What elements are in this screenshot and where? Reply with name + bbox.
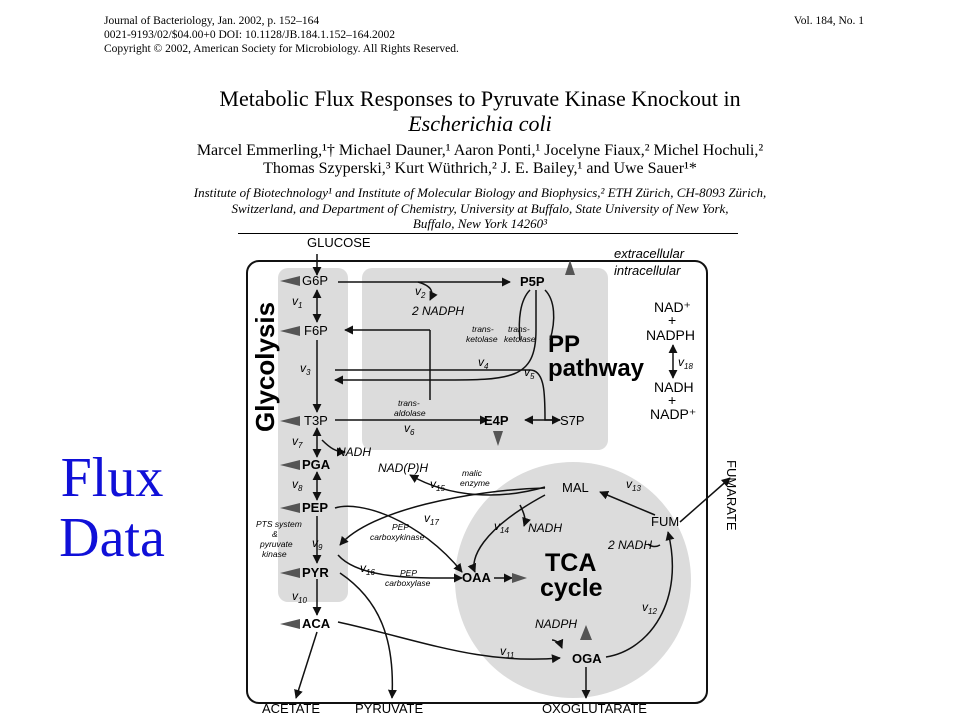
- affiliation-line-1: Institute of Biotechnology¹ and Institute of Molecular Biology and Biophysics,² ETH Zürich, CH-8093 Zürich,: [193, 185, 767, 200]
- oaa-label: OAA: [462, 570, 491, 585]
- v10-label: $v_{10}$: [292, 589, 307, 605]
- nad-plus-label: NAD⁺: [654, 299, 691, 315]
- nadp-plus-label: NADP⁺: [650, 406, 697, 422]
- two-nadph-label: 2 NADPH: [412, 304, 465, 318]
- intracellular-label: intracellular: [614, 263, 681, 278]
- pyruvate-label: PYRUVATE: [355, 701, 424, 716]
- fumarate-excretion-arrow: [680, 478, 730, 522]
- nadh-tca-label: NADH: [528, 521, 563, 535]
- pts-label-3: pyruvate: [260, 539, 293, 549]
- nadph-1-label: NADPH: [646, 327, 696, 343]
- pts-label-1: PTS system: [256, 519, 302, 529]
- pga-label: PGA: [302, 457, 331, 472]
- fumarate-label: FUMARATE: [724, 460, 739, 531]
- p5p-drain: [565, 260, 575, 275]
- transketolase-b-label-2: ketolase: [504, 334, 536, 344]
- transketolase-b-label-1: trans-: [508, 324, 530, 334]
- aca-drain: [280, 619, 300, 629]
- pp-label-line2: pathway: [548, 355, 645, 382]
- v1-label: $v_1$: [292, 294, 303, 310]
- v2-label: $v_2$: [415, 284, 426, 300]
- extracellular-label: extracellular: [614, 246, 685, 261]
- v12-label: $v_{12}$: [642, 600, 657, 616]
- acetate-label: ACETATE: [262, 701, 321, 716]
- fum-label: FUM: [651, 514, 680, 529]
- pep-label: PEP: [302, 500, 329, 515]
- v13-label: $v_{13}$: [626, 477, 641, 493]
- v17-label: $v_{17}$: [424, 511, 439, 527]
- journal-copyright: Copyright © 2002, American Society for Microbiology. All Rights Reserved.: [104, 43, 459, 55]
- v6-label: $v_6$: [404, 421, 415, 437]
- transketolase-a-label-1: trans-: [472, 324, 494, 334]
- pepc-label-1: PEP: [400, 568, 418, 578]
- aca-label: ACA: [302, 616, 331, 631]
- author-line-2: Thomas Szyperski,³ Kurt Wüthrich,² J. E. Bailey,¹ and Uwe Sauer¹*: [263, 160, 697, 177]
- glycolysis-region: [278, 268, 348, 602]
- malic-enzyme-label-1: malic: [462, 468, 482, 478]
- oxoglutarate-label: OXOGLUTARATE: [542, 701, 647, 716]
- v11-label: $v_{11}$: [500, 644, 515, 660]
- paper-title-line2: Escherichia coli: [408, 111, 552, 136]
- author-line-1: Marcel Emmerling,¹† Michael Dauner,¹ Aaron Ponti,¹ Jocelyne Fiaux,² Michel Hochuli,²: [196, 142, 764, 159]
- paper-title-line1: Metabolic Flux Responses to Pyruvate Kinase Knockout in: [219, 86, 741, 111]
- v8-label: $v_8$: [292, 477, 303, 493]
- acetate-excretion-arrow: [296, 632, 317, 698]
- v3-label: $v_3$: [300, 361, 311, 377]
- affiliation-line-2: Switzerland, and Department of Chemistry, University at Buffalo, State University of New York,: [231, 200, 729, 216]
- flux-label-line1: Flux: [60, 447, 164, 509]
- v15-label: $v_{15}$: [430, 477, 445, 493]
- v18-label: $v_{18}$: [678, 355, 693, 371]
- v14-label: $v_{14}$: [494, 519, 509, 535]
- malic-enzyme-label-2: enzyme: [460, 478, 490, 488]
- flux-label-line2: Data: [59, 507, 165, 569]
- f6p-label: F6P: [304, 323, 328, 338]
- pts-label-4: kinase: [262, 549, 287, 559]
- oga-label: OGA: [572, 651, 602, 666]
- s7p-label: S7P: [560, 413, 585, 428]
- glycolysis-label: Glycolysis: [250, 301, 280, 432]
- plus-1-label: +: [668, 312, 677, 328]
- v4-label: $v_4$: [478, 355, 489, 371]
- pts-label-2: &: [272, 529, 278, 539]
- nadh-1-label: NADH: [654, 379, 694, 395]
- g6p-label: G6P: [302, 273, 329, 288]
- journal-citation: Journal of Bacteriology, Jan. 2002, p. 152–164: [104, 15, 320, 27]
- pepc-label-2: carboxylase: [385, 578, 431, 588]
- mal-label: MAL: [562, 480, 589, 495]
- v16-label: $v_{16}$: [360, 561, 375, 577]
- plus-2-label: +: [668, 392, 677, 408]
- v7-label: $v_7$: [292, 434, 303, 450]
- journal-volume: Vol. 184, No. 1: [793, 15, 864, 27]
- v5-label: $v_5$: [524, 365, 535, 381]
- tca-label-line2: cycle: [540, 574, 603, 602]
- glucose-label: GLUCOSE: [307, 235, 371, 250]
- e4p-label: E4P: [484, 413, 509, 428]
- pp-label-line1: PP: [548, 331, 581, 358]
- pyr-label: PYR: [302, 565, 329, 580]
- transaldolase-label-2: aldolase: [394, 408, 426, 418]
- journal-doi: 0021-9193/02/$04.00+0 DOI: 10.1128/JB.184.1.152–164.2002: [104, 29, 396, 41]
- nadh-t3p-label: NADH: [337, 445, 372, 459]
- p5p-label: P5P: [520, 274, 545, 289]
- pepck-label-1: PEP: [392, 522, 410, 532]
- transaldolase-label-1: trans-: [398, 398, 420, 408]
- nadph-oga-label: NADPH: [535, 617, 578, 631]
- transketolase-a-label-2: ketolase: [466, 334, 498, 344]
- v9-label: $v_9$: [312, 536, 323, 552]
- affiliation-line-3: Buffalo, New York 14260³: [412, 216, 548, 231]
- nadp-h-label: NAD(P)H: [378, 461, 428, 475]
- t3p-label: T3P: [304, 413, 328, 428]
- two-nadh-label: 2 NADH: [608, 538, 653, 552]
- tca-label-line1: TCA: [545, 549, 597, 577]
- pepck-label-2: carboxykinase: [370, 532, 425, 542]
